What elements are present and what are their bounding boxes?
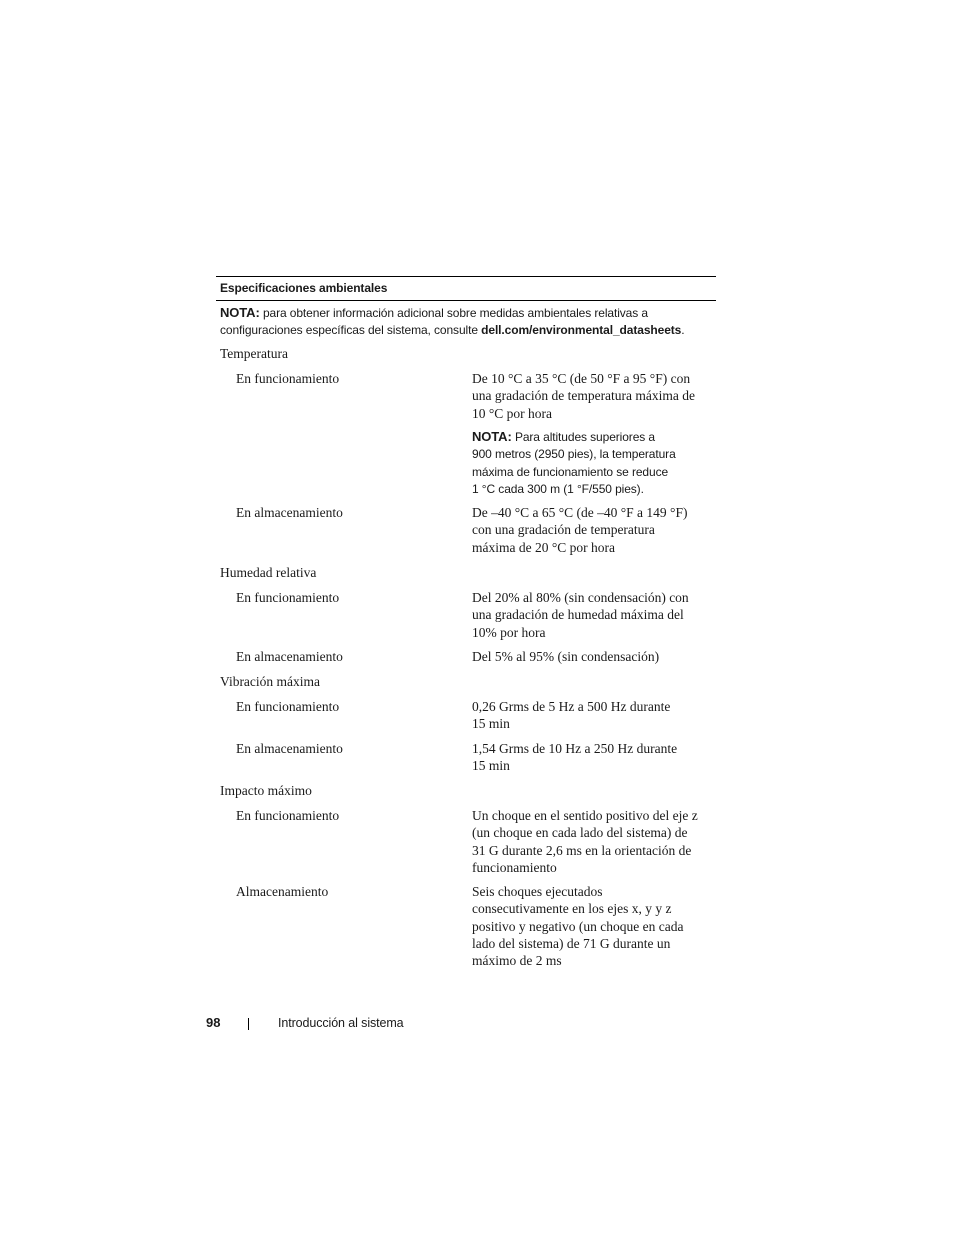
- shock-operating-value: Un choque en el sentido positivo del eje z (un choque en cada lado del sistema) de 31 G durante 2,6 ms en la orientación de funcionamiento: [472, 808, 698, 875]
- footer-section-title: Introducción al sistema: [278, 1016, 404, 1030]
- temperature-note: NOTA: Para altitudes superiores a 900 metros (2950 pies), la temperatura máxima de funcionamiento se reduce 1 °C cada 300 m (1 °F/550 pies).: [472, 429, 676, 496]
- temperature-storage-label: En almacenamiento: [236, 505, 343, 520]
- note-label: NOTA:: [472, 429, 512, 444]
- datasheets-link[interactable]: dell.com/environmental_datasheets: [481, 323, 682, 337]
- vibration-operating-value: 0,26 Grms de 5 Hz a 500 Hz durante 15 min: [472, 699, 671, 732]
- section-heading-vibration: Vibración máxima: [220, 674, 321, 689]
- section-heading-temperature: Temperatura: [220, 346, 289, 361]
- temperature-operating-label: En funcionamiento: [236, 371, 340, 386]
- temperature-operating-value: De 10 °C a 35 °C (de 50 °F a 95 °F) con una gradación de temperatura máxima de 10 °C por hora: [472, 371, 696, 421]
- humidity-storage-label: En almacenamiento: [236, 649, 343, 664]
- humidity-storage-value: Del 5% al 95% (sin condensación): [472, 649, 660, 664]
- vibration-operating-label: En funcionamiento: [236, 699, 340, 714]
- note-text-line-1: para obtener información adicional sobre medidas ambientales relativas a: [262, 306, 648, 320]
- vibration-storage-label: En almacenamiento: [236, 741, 343, 756]
- note-label: NOTA:: [220, 305, 260, 320]
- note-top: NOTA: para obtener información adicional sobre medidas ambientales relativas a configuraciones específicas del sistema, consulte dell.com/environmental_datasheets.: [220, 305, 685, 337]
- shock-storage-value: Seis choques ejecutados consecutivamente en los ejes x, y y z positivo y negativo (un choque en cada lado del sistema) de 71 G durante un máximo de 2 ms: [472, 884, 684, 969]
- footer-divider: [248, 1018, 249, 1030]
- table-header: [216, 276, 716, 301]
- shock-operating-label: En funcionamiento: [236, 808, 340, 823]
- humidity-operating-value: Del 20% al 80% (sin condensación) con una gradación de humedad máxima del 10% por hora: [472, 590, 689, 640]
- vibration-storage-value: 1,54 Grms de 10 Hz a 250 Hz durante 15 min: [472, 741, 678, 774]
- temperature-storage-value: De –40 °C a 65 °C (de –40 °F a 149 °F) con una gradación de temperatura máxima de 20 °C por hora: [472, 505, 688, 555]
- section-heading-humidity: Humedad relativa: [220, 565, 317, 580]
- table-title: Especificaciones ambientales: [220, 281, 388, 295]
- note-text-line-2: configuraciones específicas del sistema, consulte: [220, 323, 482, 337]
- section-heading-shock: Impacto máximo: [220, 783, 312, 798]
- page-number: 98: [206, 1015, 221, 1030]
- shock-storage-label: Almacenamiento: [236, 884, 329, 899]
- humidity-operating-label: En funcionamiento: [236, 590, 340, 605]
